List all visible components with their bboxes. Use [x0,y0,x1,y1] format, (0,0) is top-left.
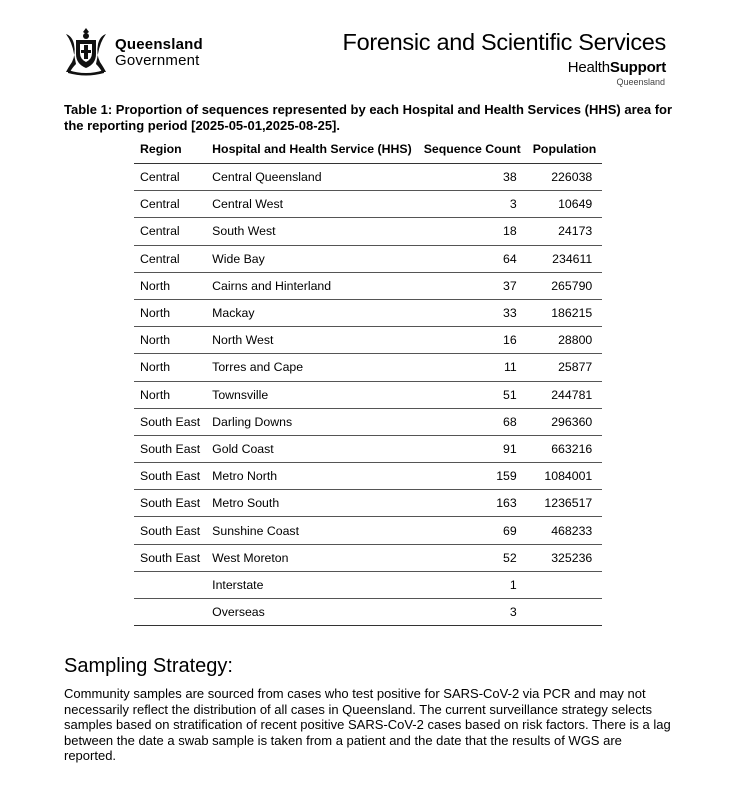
support-text: Support [609,59,666,76]
cell-hhs: Metro South [206,490,418,517]
cell-hhs: Mackay [206,299,418,326]
sampling-strategy-text: Community samples are sourced from cases who test positive for SARS-CoV-2 via PCR and may not necessarily reflect the distribution of all cases in Queensland. The current surveillance strategy selects samples based on stratification of recent positive SARS-CoV-2 cases based on risk factors. There is a lag between the date a swab sample is taken from a patient and the date that the results of WGS are reported. [64,686,671,764]
table-row [134,544,602,571]
cell-population: 24173 [527,218,603,245]
cell-population: 325236 [527,544,603,571]
logo-government: Government [115,52,200,69]
cell-population: 1084001 [527,463,603,490]
cell-region: South East [134,544,206,571]
table-row [134,599,602,626]
cell-sequence-count: 11 [418,354,527,381]
cell-population: 10649 [527,191,603,218]
cell-hhs: Torres and Cape [206,354,418,381]
cell-population: 244781 [527,381,603,408]
cell-sequence-count: 38 [418,164,527,191]
cell-population: 663216 [527,435,603,462]
cell-hhs: Central Queensland [206,164,418,191]
table-row [134,245,602,272]
cell-sequence-count: 163 [418,490,527,517]
cell-region: South East [134,463,206,490]
cell-sequence-count: 37 [418,272,527,299]
cell-sequence-count: 18 [418,218,527,245]
cell-population: 265790 [527,272,603,299]
cell-hhs: Interstate [206,571,418,598]
cell-population: 296360 [527,408,603,435]
sampling-strategy-heading: Sampling Strategy: [64,655,233,677]
cell-hhs: Sunshine Coast [206,517,418,544]
table-row [134,218,602,245]
table-row [134,191,602,218]
cell-sequence-count: 51 [418,381,527,408]
cell-population [527,599,603,626]
cell-region: North [134,354,206,381]
cell-region: South East [134,408,206,435]
table-caption: Table 1: Proportion of sequences represented by each Hospital and Health Services (HHS) area for the reporting period [2025-05-01,2025-08-25]. [64,102,673,133]
cell-hhs: Metro North [206,463,418,490]
cell-hhs: Townsville [206,381,418,408]
cell-hhs: Cairns and Hinterland [206,272,418,299]
cell-sequence-count: 52 [418,544,527,571]
health-support-logo [568,59,666,76]
cell-sequence-count: 3 [418,599,527,626]
health-text: Health [567,59,610,76]
table-row [134,490,602,517]
col-hhs: Hospital and Health Service (HHS) [206,135,418,164]
table-row [134,327,602,354]
table-row [134,272,602,299]
cell-sequence-count: 159 [418,463,527,490]
table-row [134,299,602,326]
cell-hhs: Gold Coast [206,435,418,462]
cell-population: 234611 [527,245,603,272]
queensland-government-logo [62,26,212,76]
cell-population: 186215 [527,299,603,326]
table-row [134,463,602,490]
cell-region: North [134,272,206,299]
page-title: Forensic and Scientific Services [342,29,666,55]
cell-region: Central [134,245,206,272]
cell-region: Central [134,218,206,245]
cell-region [134,571,206,598]
cell-hhs: Central West [206,191,418,218]
coat-of-arms-icon [62,26,110,76]
cell-sequence-count: 3 [418,191,527,218]
cell-region: Central [134,191,206,218]
cell-region: North [134,299,206,326]
cell-sequence-count: 1 [418,571,527,598]
cell-region: South East [134,517,206,544]
cell-population [527,571,603,598]
col-region: Region [134,135,206,164]
health-support-queensland: Queensland [616,77,665,87]
cell-population: 25877 [527,354,603,381]
hhs-table [134,135,602,626]
table-row [134,381,602,408]
cell-population: 28800 [527,327,603,354]
cell-region: North [134,381,206,408]
table-row [134,571,602,598]
cell-hhs: Overseas [206,599,418,626]
cell-sequence-count: 69 [418,517,527,544]
table-header-row [134,135,602,164]
cell-sequence-count: 33 [418,299,527,326]
cell-hhs: Darling Downs [206,408,418,435]
cell-sequence-count: 16 [418,327,527,354]
cell-hhs: West Moreton [206,544,418,571]
cell-population: 1236517 [527,490,603,517]
table-row [134,354,602,381]
col-sequence-count: Sequence Count [418,135,527,164]
table-row [134,164,602,191]
logo-queensland: Queensland [115,36,203,53]
cell-region: North [134,327,206,354]
table-row [134,435,602,462]
cell-sequence-count: 64 [418,245,527,272]
cell-sequence-count: 91 [418,435,527,462]
col-population: Population [527,135,603,164]
cell-sequence-count: 68 [418,408,527,435]
cell-hhs: Wide Bay [206,245,418,272]
cell-region: Central [134,164,206,191]
cell-population: 226038 [527,164,603,191]
table-row [134,517,602,544]
table-row [134,408,602,435]
cell-hhs: South West [206,218,418,245]
cell-region: South East [134,435,206,462]
cell-region [134,599,206,626]
cell-region: South East [134,490,206,517]
cell-population: 468233 [527,517,603,544]
cell-hhs: North West [206,327,418,354]
